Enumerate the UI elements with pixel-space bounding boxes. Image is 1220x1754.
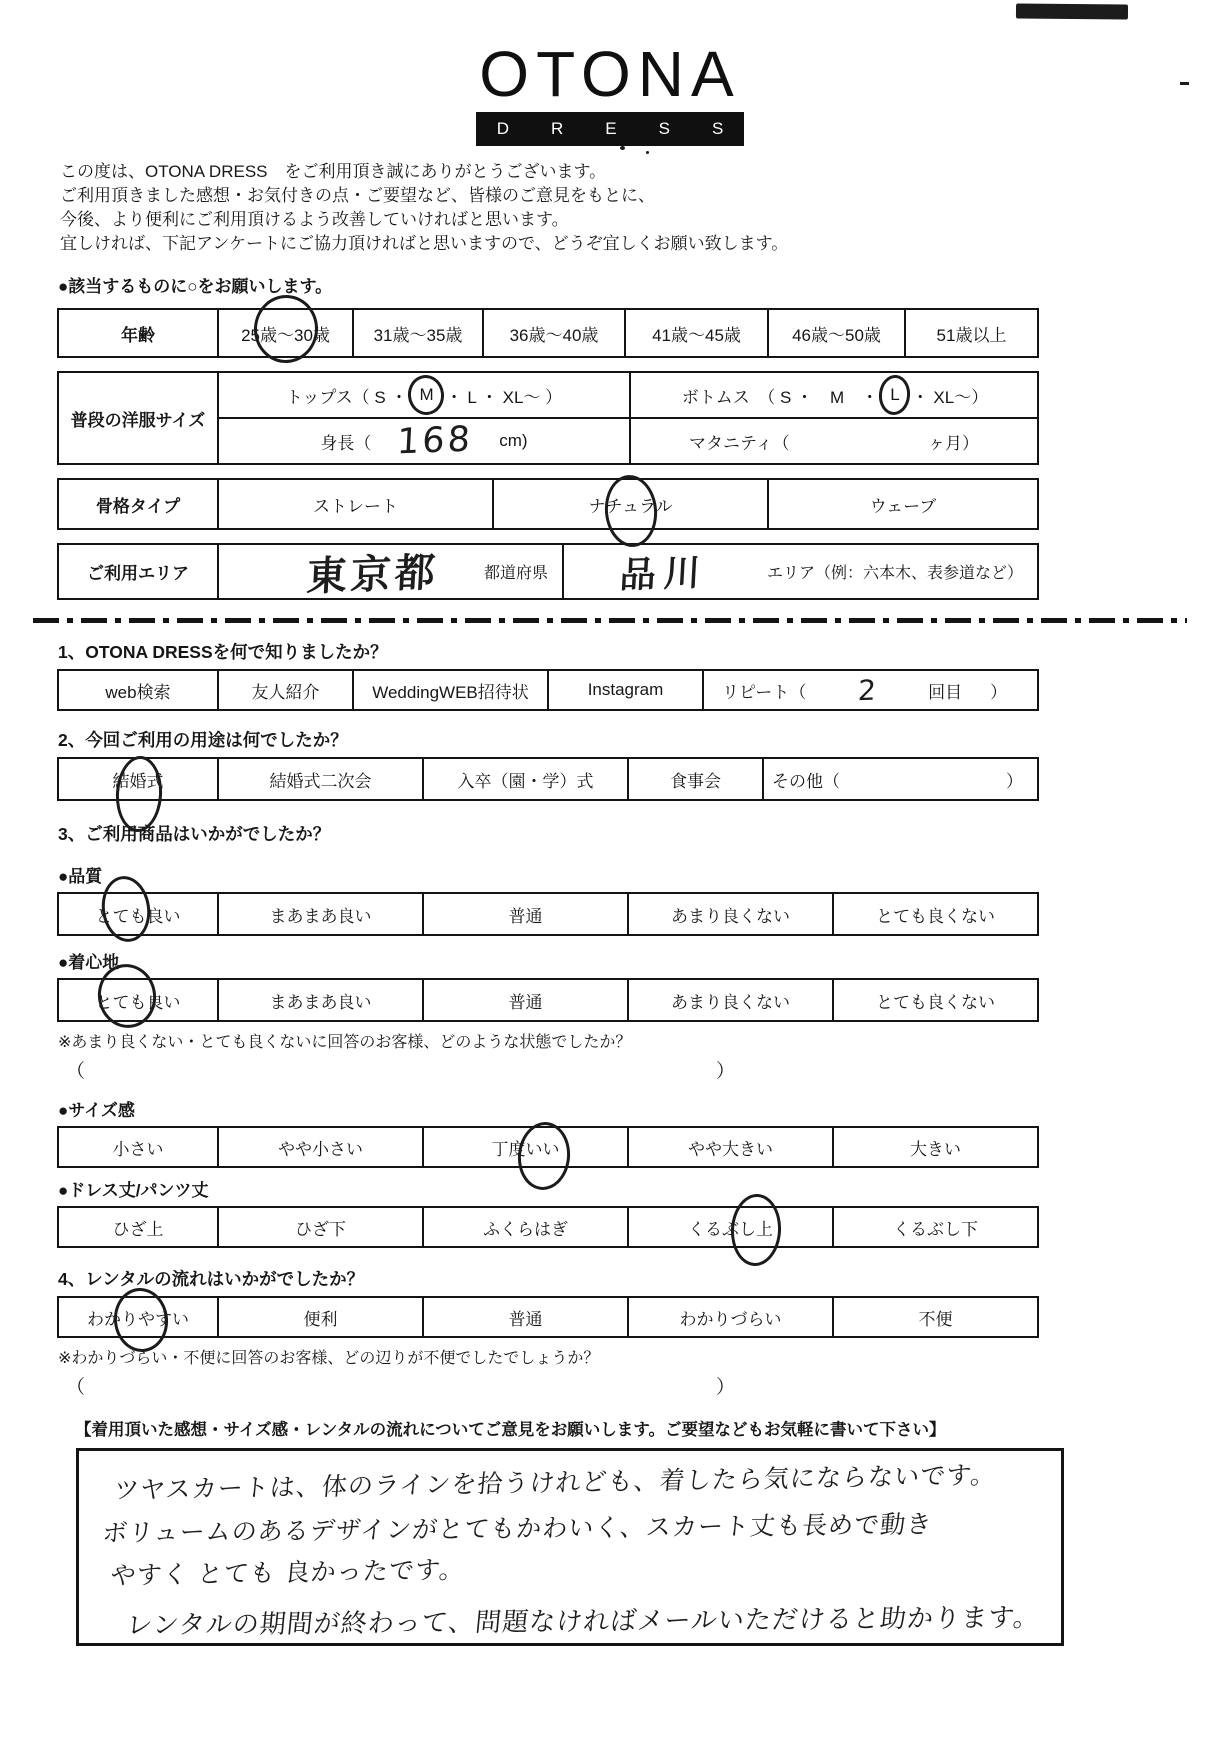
q1-option-cell: web検索 [105, 682, 171, 702]
area-suffix-label: エリア（例：六本木、表参道など） [766, 565, 1023, 582]
q4-option-cell [59, 1298, 217, 1336]
intro-line: ご利用頂きました感想・お気付きの点・ご要望など、皆様のご意見をもとに、 [60, 186, 655, 205]
q4-title: 4、レンタルの流れはいかがでしたか？ [58, 1269, 365, 1289]
quality-option-cell: とても良くない [832, 894, 1037, 934]
maternity-cell [629, 419, 1039, 463]
hem-heading: ●ドレス丈/パンツ丈 [58, 1181, 209, 1200]
skeleton-label-cell: 骨格タイプ [95, 496, 181, 516]
hem-option-cell [627, 1208, 832, 1246]
hem-option-cell: ひざ上 [112, 1219, 164, 1239]
prefecture-cell [217, 545, 562, 601]
q1-option-cell: Instagram [547, 671, 702, 709]
usage-area-table [57, 543, 1039, 600]
size-feel-option-label: 丁度いい [491, 1139, 560, 1159]
answer-paren-open: （ [66, 1061, 86, 1082]
section-instruction: ●該当するものに○をお願いします。 [58, 277, 333, 296]
q4-option-cell: 不便 [832, 1298, 1037, 1336]
size-row-top [219, 373, 1039, 417]
q1-title: 1、OTONA DRESSを何で知りましたか？ [58, 642, 388, 662]
area-name-cell [562, 545, 1037, 598]
height-label: 身長（ [320, 433, 372, 453]
q1-options-table [57, 669, 1039, 711]
tops-size-cell [219, 373, 629, 417]
age-label-cell: 年齢 [121, 325, 155, 345]
size-feel-option-cell: 小さい [112, 1139, 164, 1159]
bottoms-suffix: ・ XL～） [911, 387, 989, 407]
answer-paren-close: ） [716, 1377, 736, 1398]
q2-other-close: ） [1006, 771, 1023, 791]
scan-artifact [646, 151, 649, 154]
height-value-handwritten: 168 [396, 419, 475, 463]
quality-heading: ●品質 [58, 867, 103, 886]
comment-line-handwritten: やすく とても 良かったです。 [109, 1554, 467, 1591]
age-option-cell: 51歳以上 [904, 310, 1037, 356]
intro-line: 宜しければ、下記アンケートにご協力頂ければと思いますので、どうぞ宜しくお願い致します。 [60, 234, 789, 253]
comment-instruction: 【着用頂いた感想・サイズ感・レンタルの流れについてご意見をお願いします。ご要望などもお気軽に書いて下さい】 [75, 1421, 946, 1439]
quality-option-cell [59, 894, 217, 934]
dashed-separator [33, 618, 1187, 623]
q4-option-cell: わかりづらい [627, 1298, 832, 1336]
skeleton-option-cell [492, 480, 767, 528]
comfort-option-cell: とても良くない [832, 980, 1037, 1020]
q2-other-cell [762, 759, 1037, 799]
bottoms-prefix: ボトムス （ S ・ M ・ [681, 387, 879, 407]
intro-line: 今後、より便利にご利用頂けるよう改善していければと思います。 [60, 210, 569, 229]
size-feel-option-cell: やや大きい [627, 1128, 832, 1166]
size-row-bottom [219, 417, 1039, 463]
answer-paren-close: ） [716, 1061, 736, 1082]
q3-title: 3、ご利用商品はいかがでしたか？ [58, 824, 331, 844]
q4-option-cell: 普通 [422, 1298, 627, 1336]
q2-option-cell: 入卒（園・学）式 [422, 759, 627, 799]
hem-option-cell: ふくらはぎ [422, 1208, 627, 1246]
hem-option-label: くるぶし上 [688, 1219, 773, 1239]
prefecture-value-handwritten: 東京都 [305, 549, 441, 601]
hem-table [57, 1206, 1039, 1248]
age-option-cell: 46歳～50歳 [767, 310, 904, 356]
scan-artifact [1016, 4, 1128, 20]
age-option-cell: 31歳～35歳 [352, 310, 482, 356]
comment-line-handwritten: ツヤスカートは、体のラインを拾うけれども、着したら気にならないです。 [112, 1460, 998, 1505]
q2-other-label: その他（ [772, 771, 840, 791]
age-option-label: 25歳～30歳 [241, 325, 330, 345]
q4-option-cell: 便利 [217, 1298, 422, 1336]
maternity-unit: ヶ月） [928, 433, 979, 453]
prefecture-suffix-label: 都道府県 [483, 565, 548, 582]
tops-circled-size [415, 385, 437, 405]
comfort-heading: ●着心地 [58, 953, 120, 972]
quality-option-cell: まあまあ良い [217, 894, 422, 934]
q1-option-cell: 友人紹介 [217, 671, 352, 709]
area-label-cell: ご利用エリア [87, 564, 189, 583]
skeleton-option-cell: ストレート [217, 480, 492, 528]
comment-line-handwritten: レンタルの期間が終わって、問題なければメールいただけると助かります。 [124, 1603, 1042, 1641]
q4-note: ※わかりづらい・不便に回答のお客様、どの辺りが不便でしたでしょうか？ [58, 1350, 600, 1367]
q1-repeat-cell [702, 671, 1037, 709]
bottoms-circled-size [886, 385, 903, 405]
repeat-prefix: リピート（ [722, 682, 807, 702]
repeat-count-handwritten: 2 [857, 673, 878, 707]
q3-note: ※あまり良くない・とても良くないに回答のお客様、どのような状態でしたか？ [58, 1034, 632, 1051]
size-feel-option-cell: 大きい [832, 1128, 1037, 1166]
logo-subtitle-bar: DRESS [476, 112, 744, 146]
skeleton-type-table [57, 478, 1039, 530]
hem-option-cell: くるぶし下 [832, 1208, 1037, 1246]
tops-size-m: M [419, 385, 434, 404]
height-unit: cm) [499, 431, 528, 450]
quality-table [57, 892, 1039, 936]
comfort-option-cell [59, 980, 217, 1020]
quality-option-label: とても良い [95, 906, 181, 926]
repeat-suffix: ） [990, 682, 1008, 702]
comfort-option-cell: まあまあ良い [217, 980, 422, 1020]
q4-answer-area [58, 1372, 1038, 1398]
scan-artifact [620, 146, 625, 150]
tops-prefix: トップス（ S ・ [285, 387, 408, 407]
q4-option-label: わかりやすい [87, 1309, 189, 1329]
q2-title: 2、今回ご利用の用途は何でしたか？ [58, 730, 348, 750]
skeleton-option-label: ナチュラル [588, 496, 673, 516]
maternity-label: マタニティ（ [689, 433, 790, 453]
clothing-size-table [57, 371, 1039, 465]
comment-box [76, 1448, 1064, 1646]
q2-options-table [57, 757, 1039, 801]
bottoms-size-cell [629, 373, 1039, 417]
skeleton-option-cell: ウェーブ [767, 480, 1037, 528]
comment-line-handwritten: ボリュームのあるデザインがとてもかわいく、スカート丈も長めで動き [101, 1509, 934, 1548]
size-label-cell: 普段の洋服サイズ [70, 410, 206, 430]
age-option-cell [217, 310, 352, 356]
intro-line: この度は、OTONA DRESS をご利用頂き誠にありがとうございます。 [60, 162, 607, 181]
quality-option-cell: あまり良くない [627, 894, 832, 934]
comfort-table [57, 978, 1039, 1022]
size-feel-table [57, 1126, 1039, 1168]
answer-paren-open: （ [66, 1377, 86, 1398]
q2-option-cell: 食事会 [627, 759, 762, 799]
hem-option-cell: ひざ下 [217, 1208, 422, 1246]
repeat-mid: 回目 [928, 682, 963, 702]
q2-option-cell: 結婚式二次会 [217, 759, 422, 799]
q1-option-cell: WeddingWEB招待状 [352, 671, 547, 709]
tops-suffix: ・ L ・ XL～ ） [445, 387, 563, 407]
q3-answer-area [58, 1056, 1038, 1082]
size-feel-option-cell: やや小さい [217, 1128, 422, 1166]
age-option-cell: 41歳～45歳 [624, 310, 767, 356]
quality-option-cell: 普通 [422, 894, 627, 934]
comfort-option-cell: あまり良くない [627, 980, 832, 1020]
size-table-rows [217, 373, 1039, 463]
size-feel-option-cell [422, 1128, 627, 1166]
scan-artifact [1180, 82, 1189, 85]
intro-paragraph [60, 160, 1220, 256]
logo-wordmark: OTONA [479, 38, 741, 110]
age-option-cell: 36歳～40歳 [482, 310, 624, 356]
age-table [57, 308, 1039, 358]
comfort-option-label: とても良い [95, 992, 181, 1012]
q2-option-label: 結婚式 [112, 771, 164, 791]
q2-option-cell [59, 759, 217, 799]
bottoms-size-l: L [890, 385, 900, 404]
area-value-handwritten: 品川 [618, 552, 710, 597]
q4-options-table [57, 1296, 1039, 1338]
height-cell [219, 419, 629, 463]
comfort-option-cell: 普通 [422, 980, 627, 1020]
logo [0, 0, 1220, 146]
size-feel-heading: ●サイズ感 [58, 1101, 135, 1120]
